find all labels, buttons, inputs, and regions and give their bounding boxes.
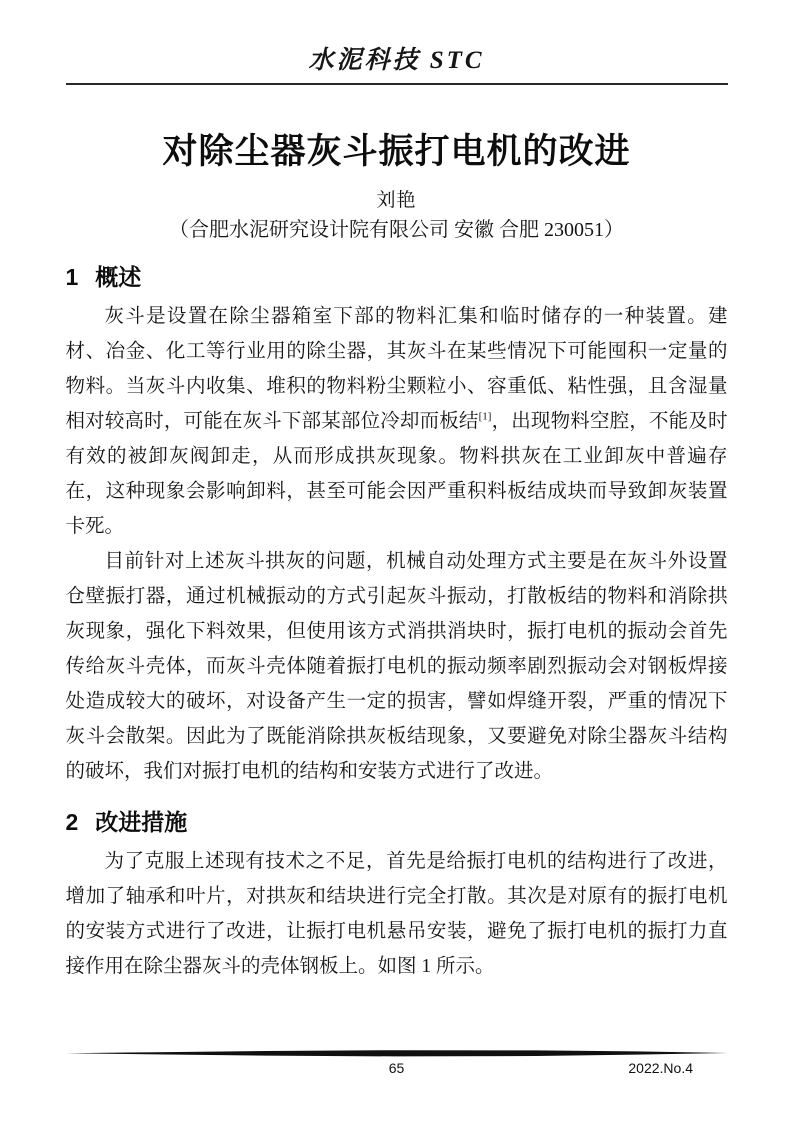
citation-ref-1: [1] bbox=[478, 410, 492, 423]
paragraph-1-text-before-ref: 灰斗是设置在除尘器箱室下部的物料汇集和临时储存的一种装置。建材、冶金、化工等行业用的除尘器，其灰斗在某些情况下可能囤积一定量的物料。当灰斗内收集、堆积的物料粉尘颗粒小、容重低、粘性强，且含湿量相对较高时，可能在灰斗下部某部位冷却而板结 bbox=[65, 306, 728, 432]
article-affiliation: （合肥水泥研究设计院有限公司 安徽 合肥 230051） bbox=[169, 219, 624, 241]
section-1-number: 1 bbox=[65, 264, 79, 290]
page-number: 65 bbox=[388, 1060, 405, 1076]
article-author: 刘艳 bbox=[376, 190, 417, 211]
section-2-number: 2 bbox=[65, 809, 79, 835]
article-title: 对除尘器灰斗振打电机的改进 bbox=[162, 132, 631, 171]
header-rule bbox=[66, 83, 728, 85]
issue-label: 2022.No.4 bbox=[628, 1060, 693, 1076]
section-1-heading bbox=[66, 262, 728, 292]
section-2-heading bbox=[66, 807, 728, 837]
article bbox=[66, 129, 728, 984]
footer-row bbox=[0, 1060, 793, 1078]
section-1-title: 概述 bbox=[95, 264, 142, 290]
paragraph-1-text-after-ref: ，出现物料空腔，不能及时有效的被卸灰阀卸走，从而形成拱灰现象。物料拱灰在工业卸灰中普遍存在，这种现象会影响卸料，甚至可能会因严重积料板结成块而导致卸灰装置卡死。 bbox=[65, 411, 728, 537]
paragraph-3: 为了克服上述现有技术之不足，首先是给振打电机的结构进行了改进，增加了轴承和叶片，对拱灰和结块进行完全打散。其次是对原有的振打电机的安装方式进行了改进，让振打电机悬吊安装，避免了振打电机的振打力直接作用在除尘器灰斗的壳体钢板上。如图 1 所示。 bbox=[65, 851, 728, 977]
page-footer bbox=[0, 1050, 793, 1078]
page-header bbox=[66, 0, 728, 85]
paragraph-2: 目前针对上述灰斗拱灰的问题，机械自动处理方式主要是在灰斗外设置仓壁振打器，通过机械振动的方式引起灰斗振动，打散板结的物料和消除拱灰现象，强化下料效果，但使用该方式消拱消块时，振打电机的振动会首先传给灰斗壳体，而灰斗壳体随着振打电机的振动频率剧烈振动会对钢板焊接处造成较大的破坏，对设备产生一定的损害，譬如焊缝开裂，严重的情况下灰斗会散架。因此为了既能消除拱灰板结现象，又要避免对除尘器灰斗结构的破坏，我们对振打电机的结构和安装方式进行了改进。 bbox=[65, 551, 728, 782]
section-2-title: 改进措施 bbox=[95, 809, 188, 835]
paragraph-1 bbox=[66, 299, 728, 544]
footer-rule bbox=[66, 1050, 728, 1057]
section-overview bbox=[66, 262, 728, 789]
section-improvements bbox=[66, 807, 728, 984]
journal-name: 水泥科技 STC bbox=[308, 47, 485, 74]
